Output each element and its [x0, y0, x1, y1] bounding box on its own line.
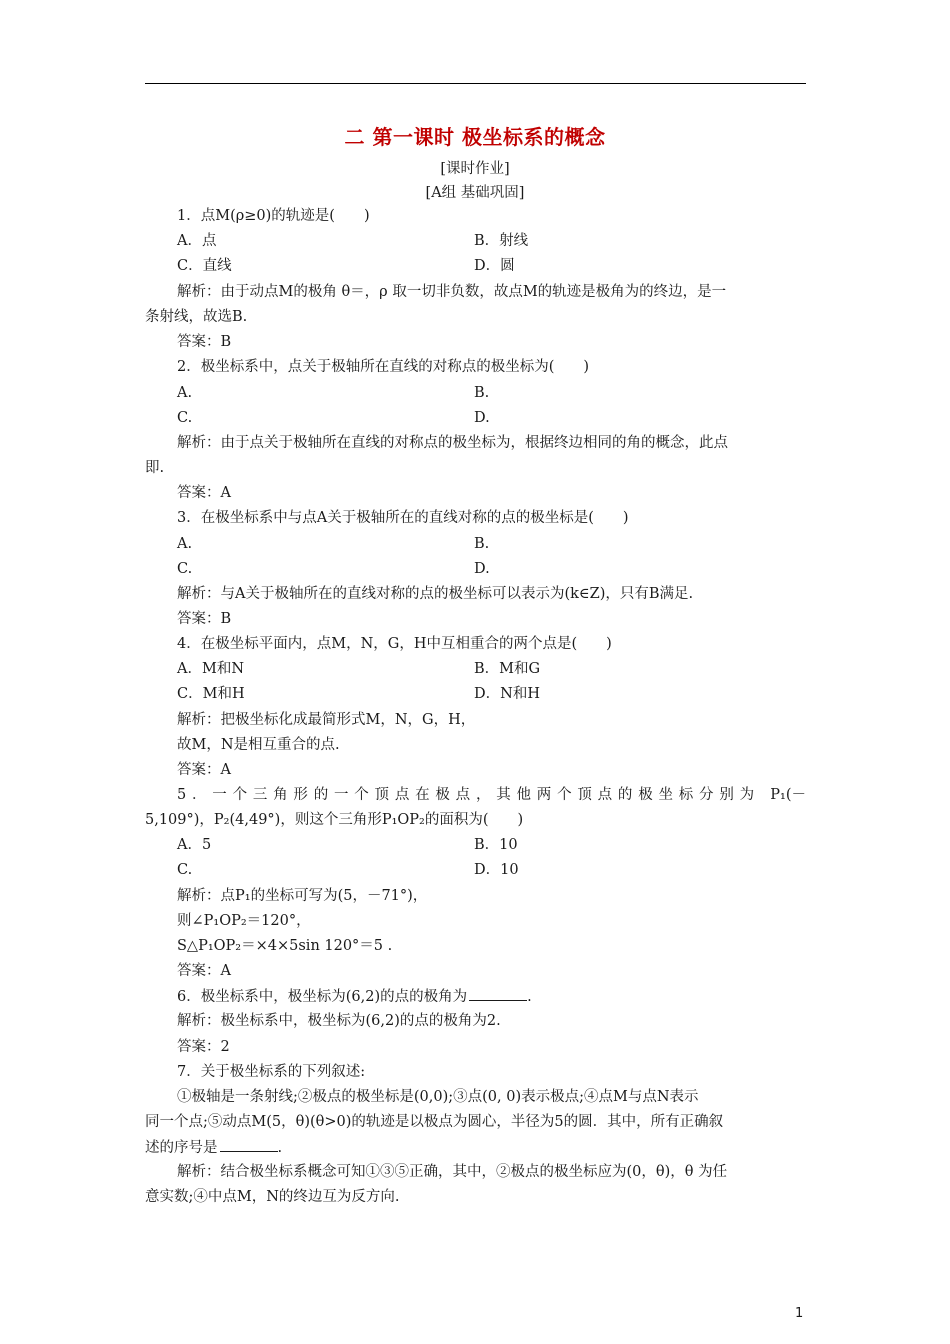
q1-option-a: A．点: [177, 233, 217, 249]
q2-option-c: C.: [177, 410, 193, 426]
q5-option-a: A．5: [177, 837, 212, 853]
q1-explanation-2: 条射线，故选B.: [145, 309, 248, 325]
q1-option-b: B．射线: [474, 233, 529, 249]
q6-stem-end: .: [527, 989, 532, 1005]
q6-stem-line: [177, 986, 532, 1007]
q6-stem: 6．极坐标系中，极坐标为(6,2)的点的极角为: [177, 989, 468, 1005]
q1-answer: 答案：B: [177, 334, 232, 350]
q4-option-d: D．N和H: [474, 686, 540, 702]
q4-stem: 4．在极坐标平面内，点M，N，G，H中互相重合的两个点是( ): [177, 636, 612, 652]
q3-option-b: B.: [474, 536, 490, 552]
q1-option-c: C．直线: [177, 258, 232, 274]
q3-option-a: A.: [177, 536, 193, 552]
q1-option-d: D．圆: [474, 258, 515, 274]
q3-explanation: 解析：与A关于极轴所在的直线对称的点的极坐标可以表示为(k∈Z)，只有B满足.: [177, 586, 694, 602]
q4-option-c: C．M和H: [177, 686, 245, 702]
header-rule: [145, 83, 806, 84]
q5-explanation-3: S△P₁OP₂＝×4×5sin 120°＝5 .: [177, 938, 393, 954]
q3-stem: 3．在极坐标系中与点A关于极轴所在的直线对称的点的极坐标是( ): [177, 510, 629, 526]
q4-explanation-2: 故M，N是相互重合的点.: [177, 737, 340, 753]
q5-option-c: C.: [177, 862, 193, 878]
q6-answer-blank[interactable]: [469, 986, 527, 1001]
q7-text-1: ①极轴是一条射线;②极点的极坐标是(0,0);③点(0, 0)表示极点;④点M与点N表示: [177, 1089, 699, 1105]
q4-answer: 答案：A: [177, 762, 231, 778]
q1-stem: 1．点M(ρ≥0)的轨迹是( ): [177, 208, 370, 224]
q7-text-3-line: [145, 1137, 282, 1158]
q7-explanation-1: 解析：结合极坐标系概念可知①③⑤正确，其中，②极点的极坐标应为(0，θ)，θ 为任: [177, 1164, 728, 1180]
q5-option-b: B．10: [474, 837, 518, 853]
q2-stem: 2．极坐标系中，点关于极轴所在直线的对称点的极坐标为( ): [177, 359, 590, 375]
q4-option-b: B．M和G: [474, 661, 541, 677]
q2-option-a: A.: [177, 385, 193, 401]
q3-answer: 答案：B: [177, 611, 232, 627]
q4-explanation-1: 解析：把极坐标化成最简形式M，N，G，H，: [177, 712, 476, 728]
q2-answer: 答案：A: [177, 485, 231, 501]
q5-stem-2: 5,109°)，P₂(4,49°)，则这个三角形P₁OP₂的面积为( ): [145, 812, 524, 828]
q4-option-a: A．M和N: [177, 661, 245, 677]
q5-option-d: D．10: [474, 862, 519, 878]
q3-option-c: C.: [177, 561, 193, 577]
subtitle: [课时作业]: [440, 161, 510, 177]
q1-explanation-1: 解析：由于动点M的极角 θ＝，ρ 取一切非负数，故点M的轨迹是极角为的终边，是一: [177, 284, 727, 300]
q7-stem: 7．关于极坐标系的下列叙述:: [177, 1064, 366, 1080]
page-title: 二 第一课时 极坐标系的概念: [344, 125, 606, 149]
q5-stem-1: 5．一个三角形的一个顶点在极点，其他两个顶点的极坐标分别为 P₁(－: [177, 787, 806, 803]
q2-option-b: B.: [474, 385, 490, 401]
q2-explanation-1: 解析：由于点关于极轴所在直线的对称点的极坐标为，根据终边相同的角的概念，此点: [177, 435, 728, 451]
q7-explanation-2: 意实数;④中点M，N的终边互为反方向.: [145, 1189, 400, 1205]
q3-option-d: D.: [474, 561, 490, 577]
q5-explanation-2: 则∠P₁OP₂＝120°，: [177, 913, 311, 929]
section-heading: [A组 基础巩固]: [425, 185, 525, 201]
page-number: 1: [795, 1306, 804, 1321]
q2-explanation-2: 即.: [145, 460, 165, 476]
q7-text-3-end: .: [277, 1140, 283, 1156]
q5-answer: 答案：A: [177, 963, 231, 979]
q6-explanation: 解析：极坐标系中，极坐标为(6,2)的点的极角为2.: [177, 1013, 501, 1029]
q7-text-3: 述的序号是: [145, 1140, 218, 1156]
q7-answer-blank[interactable]: [220, 1137, 278, 1152]
q7-text-2: 同一个点;⑤动点M(5，θ)(θ>0)的轨迹是以极点为圆心，半径为5的圆．其中，所有正确叙: [145, 1114, 724, 1130]
q6-answer: 答案：2: [177, 1039, 230, 1055]
q2-option-d: D.: [474, 410, 490, 426]
q5-explanation-1: 解析：点P₁的坐标可写为(5，－71°)，: [177, 888, 428, 904]
